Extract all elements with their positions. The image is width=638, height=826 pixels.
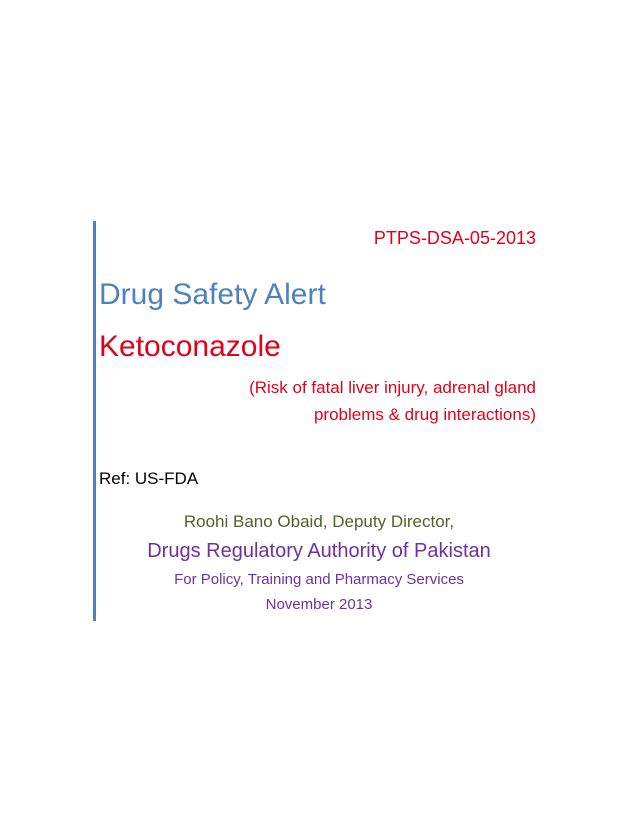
drug-name-title: Ketoconazole [99, 330, 281, 363]
publication-date: November 2013 [265, 596, 373, 613]
document-title: Drug Safety Alert [99, 278, 326, 311]
author-line: Roohi Bano Obaid, Deputy Director, [183, 512, 455, 531]
document-reference-code: PTPS-DSA-05-2013 [373, 228, 536, 248]
risk-subtitle-line-1: (Risk of fatal liver injury, adrenal gland [249, 378, 536, 397]
department-name: For Policy, Training and Pharmacy Services [174, 571, 464, 588]
risk-subtitle [249, 374, 536, 428]
organization-name: Drugs Regulatory Authority of Pakistan [147, 540, 491, 562]
risk-subtitle-line-2: problems & drug interactions) [313, 405, 536, 424]
left-accent-bar [93, 221, 96, 621]
source-reference: Ref: US-FDA [99, 469, 199, 488]
